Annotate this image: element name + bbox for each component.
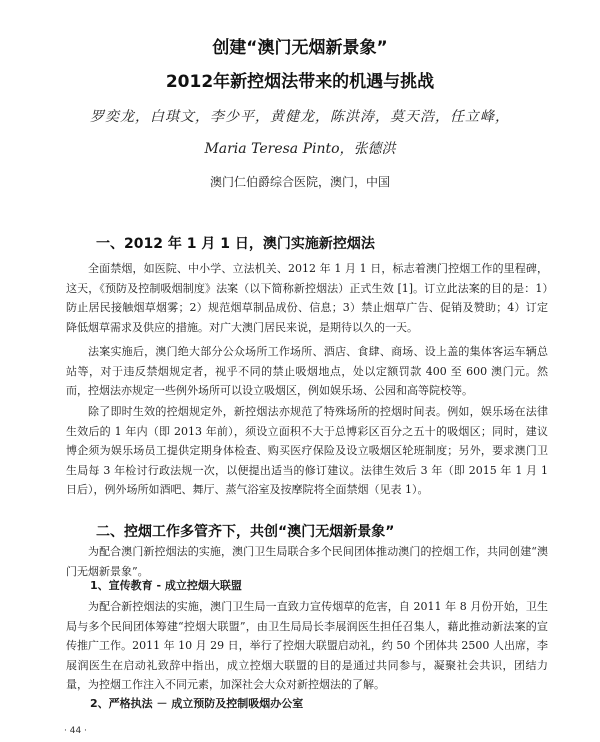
section-1-paragraph-1: 全面禁烟，如医院、中小学、立法机关、2012 年 1 月 1 日，标志着澳门控烟工作的里程碑，这天，《预防及控制吸烟制度》法案（以下简称新控烟法）正式生效 [1]。订立此法案的目的是：1）防止居民接触烟草烟雾；2）规范烟草制品成份、信息；3）禁止烟草广告、促销及赞助；4）订定降低烟草需求及供应的措施。对广大澳门居民来说，是期待以久的一天。 [66,262,548,334]
page-number: · 44 · [64,726,87,736]
subsection-1-heading: 1、宣传教育 - 成立控烟大联盟 [90,579,242,592]
subsection-1-paragraph: 为配合新控烟法的实施，澳门卫生局一直致力宣传烟草的危害，自 2011 年 8 月份开始，卫生局与多个民间团体筹建“控烟大联盟”，由卫生局局长李展润医生担任召集人，藉此推动新法案的宣传推广工作。2011 年 10 月 29 日，举行了控烟大联盟启动礼，约 50 个团体共 2500 人出席，李展润医生在启动礼致辞中指出，成立控烟大联盟的目的是通过共同参与，凝聚社会共识，团结力量，为控烟工作注入不同元素，加深社会大众对新控烟法的了解。 [66,600,548,691]
section-1-heading: 一、2012 年 1 月 1 日，澳门实施新控烟法 [96,236,375,252]
authors-line-1: 罗奕龙，白琪文，李少平，黄健龙，陈洪涛，莫天浩，任立峰， [90,109,510,125]
paper-title: 创建“澳门无烟新景象” [212,38,388,58]
section-2-heading: 二、控烟工作多管齐下，共创“澳门无烟新景象” [96,524,395,540]
paper-subtitle: 2012年新控烟法带来的机遇与挑战 [165,72,435,92]
affiliation: 澳门仁伯爵综合医院，澳门，中国 [209,175,390,189]
section-2-paragraph-1: 为配合澳门新控烟法的实施，澳门卫生局联合多个民间团体推动澳门的控烟工作，共同创建“澳门无烟新景象”。 [66,545,548,578]
authors-line-2: Maria Teresa Pinto，张德洪 [204,141,396,157]
section-1-paragraph-2: 法案实施后，澳门绝大部分公众场所工作场所、酒店、食肆、商场、设上盖的集体客运车辆总站等，对于违反禁烟规定者，视乎不同的禁止吸烟地点，处以定额罚款 400 至 600 澳门元。然而，控烟法亦规定一些例外场所可以设立吸烟区，例如娱乐场、公园和高等院校等。 [66,345,548,397]
section-1-paragraph-3: 除了即时生效的控烟规定外，新控烟法亦规范了特殊场所的控烟时间表。例如，娱乐场在法律生效后的 1 年内（即 2013 年前），须设立面积不大于总博彩区百分之五十的吸烟区；同时，建议博企须为娱乐场员工提供定期身体检查、购买医疗保险及设立吸烟区轮班制度；另外，要求澳门卫生局每 3 年检讨行政法规一次，以便提出适当的修订建议。法律生效后 3 年（即 2015 年 1 月 1 日后），例外场所如酒吧、舞厅、蒸气浴室及按摩院将全面禁烟（见表 1）。 [66,405,548,496]
subsection-2-heading: 2、严格执法 － 成立预防及控制吸烟办公室 [90,697,304,710]
